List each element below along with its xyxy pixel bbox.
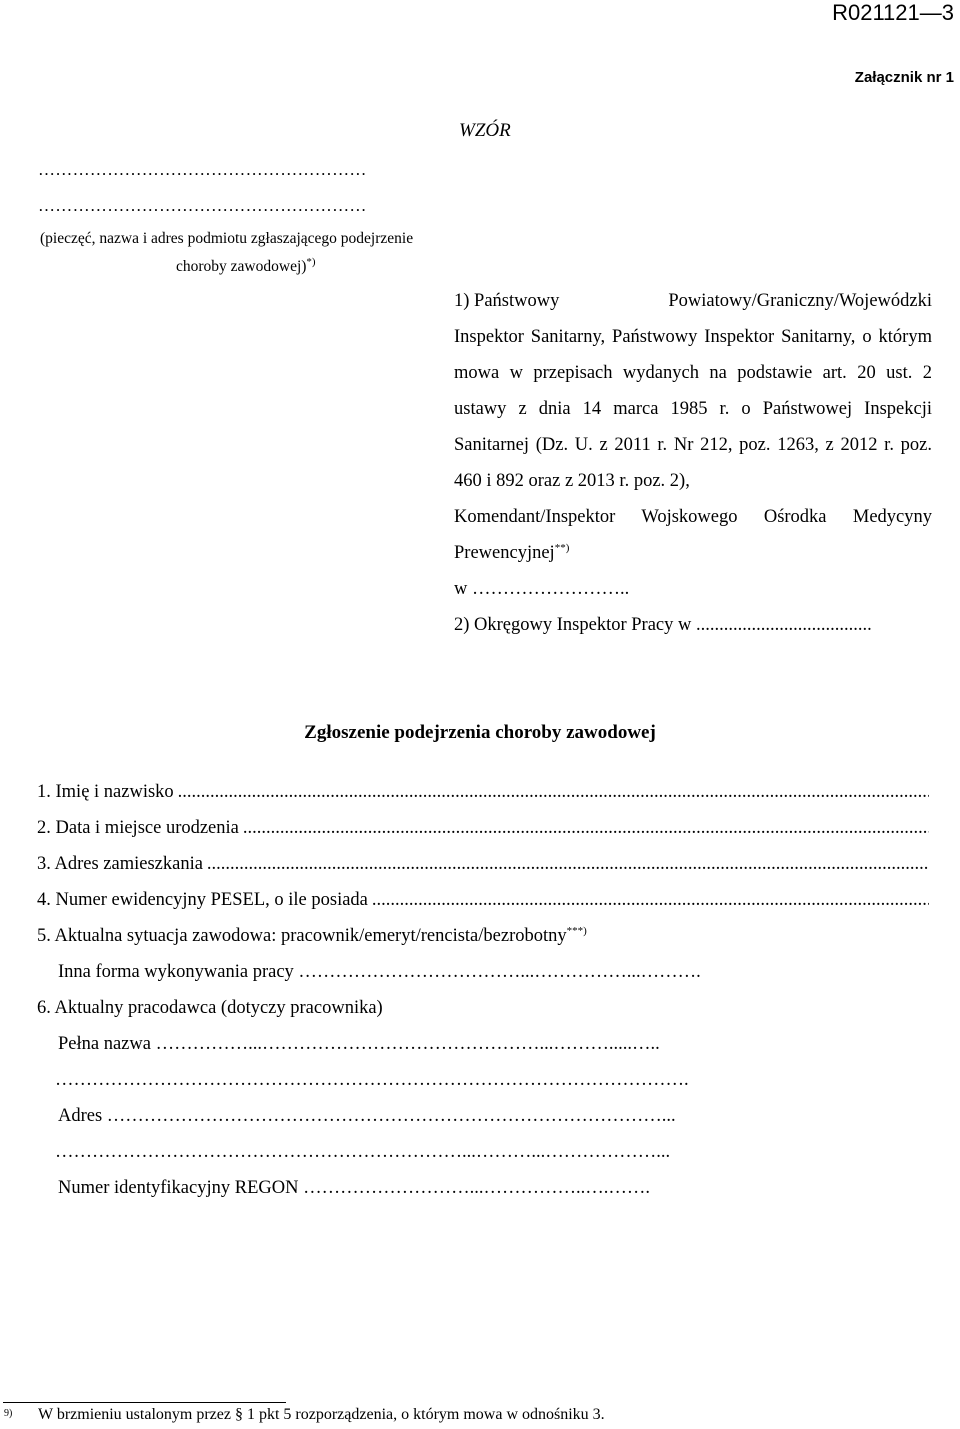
footnote-text: W brzmieniu ustalonym przez § 1 pkt 5 rozporządzenia, o którym mowa w odnośniku 3.	[38, 1406, 605, 1423]
field-employment-status-label: 5. Aktualna sytuacja zawodowa: pracownik/emeryt/rencista/bezrobotny	[37, 926, 567, 946]
template-heading: WZÓR	[459, 120, 511, 141]
field-birth-dots[interactable]	[243, 818, 929, 839]
addressee-line-1	[454, 283, 932, 319]
stamp-dots-line-1: …………………………………………………	[38, 160, 367, 179]
addressee-text-2	[454, 499, 932, 571]
field-birth-label: 2. Data i miejsce urodzenia	[37, 818, 239, 838]
employment-footnote-mark: ***)	[566, 924, 587, 937]
field-address-dots[interactable]	[207, 854, 929, 875]
annex-label: Załącznik nr 1	[854, 69, 954, 86]
addressee-text-1: Inspektor Sanitarny, Państwowy Inspektor Sanitarny, o którym mowa w przepisach wydanych na podstawie art. 20 ust. 2 ustawy z dnia 14 marca 1985 r. o Państwowej Inspekcji Sanitarnej (Dz. U. z 2011 r. Nr 212, poz. 1263, z 2012 r. poz. 460 i 892 oraz z 2013 r. poz. 2),	[454, 327, 932, 491]
field-birth	[37, 818, 929, 839]
field-other-work[interactable]: Inna forma wykonywania pracy ………………………………...……………...……….	[58, 962, 701, 982]
footnote-divider	[3, 1402, 286, 1403]
addressee-footnote-mark: **)	[554, 541, 570, 554]
field-address-label: 3. Adres zamieszkania	[37, 854, 203, 874]
addressee-line-1-a: 1) Państwowy	[454, 291, 560, 311]
document-id: R021121—3	[832, 0, 954, 25]
field-name	[37, 782, 929, 803]
field-address	[37, 854, 929, 875]
field-employer-address[interactable]: Adres ………………………………………………………………………………...	[58, 1106, 676, 1126]
field-name-label: 1. Imię i nazwisko	[37, 782, 174, 802]
field-pesel-dots[interactable]	[372, 890, 929, 911]
stamp-caption-footnote-mark: *)	[306, 255, 316, 268]
stamp-caption-line-1: (pieczęć, nazwa i adres podmiotu zgłaszającego podejrzenie	[40, 230, 414, 247]
field-employment-status	[37, 926, 587, 947]
field-employer-name[interactable]: Pełna nazwa ……………...………………………………………...……….....…..	[58, 1034, 660, 1054]
addressee-line-2: 2) Okręgowy Inspektor Pracy w ......................................	[454, 615, 872, 635]
footnote-number: 9)	[4, 1408, 13, 1419]
field-employer-heading: 6. Aktualny pracodawca (dotyczy pracownika)	[37, 998, 383, 1018]
field-employer-address-cont[interactable]: …………………………………………………………...………...………………...	[55, 1142, 671, 1162]
stamp-caption-text: choroby zawodowej)	[176, 258, 307, 275]
addressee-line-1-b: Powiatowy/Graniczny/Wojewódzki	[668, 291, 932, 311]
stamp-caption-line-2	[176, 255, 316, 276]
addressee-text-2-body: Komendant/Inspektor Wojskowego Ośrodka Medycyny Prewencyjnej	[454, 507, 932, 563]
addressee-w-line: w ……………………..	[454, 579, 630, 599]
field-pesel-label: 4. Numer ewidencyjny PESEL, o ile posiada	[37, 890, 368, 910]
field-employer-regon[interactable]: Numer identyfikacyjny REGON ………………………...……………..….…….	[58, 1178, 650, 1198]
form-title: Zgłoszenie podejrzenia choroby zawodowej	[304, 722, 656, 743]
field-employer-name-cont[interactable]: ………………………………………………………………………………………….	[55, 1070, 689, 1090]
field-name-dots[interactable]	[178, 782, 929, 803]
stamp-dots-line-2: …………………………………………………	[38, 196, 367, 215]
field-pesel	[37, 890, 929, 911]
addressee-block	[454, 283, 932, 643]
